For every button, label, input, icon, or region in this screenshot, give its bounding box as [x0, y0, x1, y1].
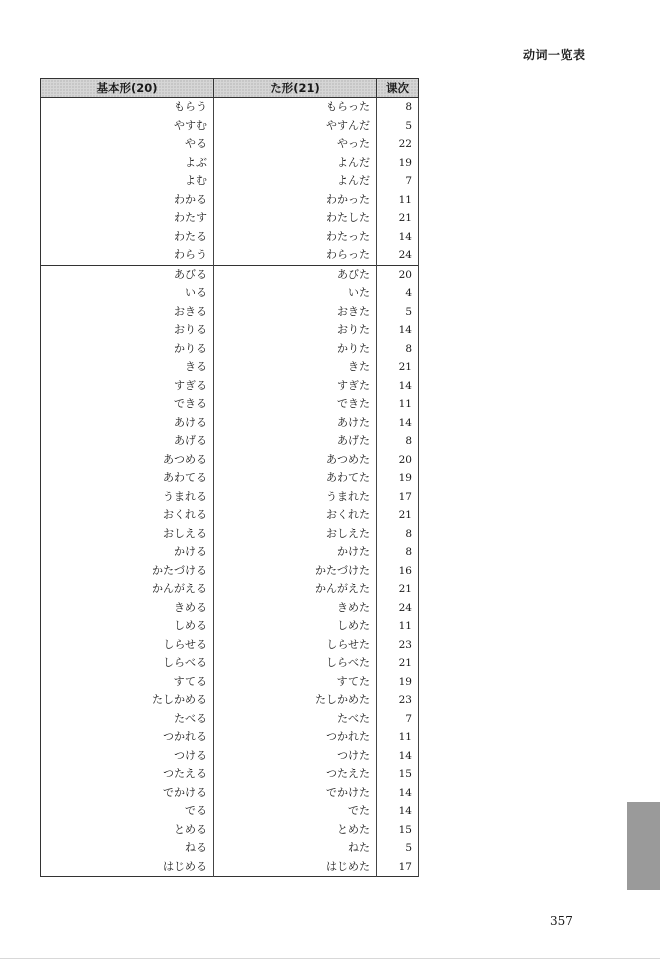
- table-row: [41, 673, 419, 692]
- table-header-row: [41, 79, 419, 98]
- lesson-cell: 11: [377, 728, 419, 747]
- verb-table: [40, 78, 419, 877]
- base-form-cell: しらべる: [41, 654, 214, 673]
- base-form-cell: わたる: [41, 228, 214, 247]
- ta-form-cell: かたづけた: [214, 562, 377, 581]
- lesson-cell: 19: [377, 673, 419, 692]
- base-form-cell: おりる: [41, 321, 214, 340]
- lesson-cell: 11: [377, 191, 419, 210]
- lesson-cell: 21: [377, 654, 419, 673]
- table-row: [41, 858, 419, 877]
- table-row: [41, 414, 419, 433]
- ta-form-cell: はじめた: [214, 858, 377, 877]
- lesson-cell: 16: [377, 562, 419, 581]
- ta-form-cell: かけた: [214, 543, 377, 562]
- ta-form-cell: できた: [214, 395, 377, 414]
- base-form-cell: おしえる: [41, 525, 214, 544]
- table-row: [41, 284, 419, 303]
- lesson-cell: 22: [377, 135, 419, 154]
- table-row: [41, 451, 419, 470]
- ta-form-cell: たべた: [214, 710, 377, 729]
- lesson-cell: 8: [377, 432, 419, 451]
- page-number: 357: [550, 914, 573, 928]
- base-form-cell: あける: [41, 414, 214, 433]
- lesson-cell: 19: [377, 469, 419, 488]
- table-row: [41, 784, 419, 803]
- ta-form-cell: よんだ: [214, 172, 377, 191]
- ta-form-cell: でかけた: [214, 784, 377, 803]
- lesson-cell: 17: [377, 858, 419, 877]
- ta-form-cell: わたった: [214, 228, 377, 247]
- table-row: [41, 98, 419, 117]
- base-form-cell: すてる: [41, 673, 214, 692]
- table-row: [41, 228, 419, 247]
- table-row: [41, 617, 419, 636]
- table-row: [41, 802, 419, 821]
- lesson-cell: 21: [377, 358, 419, 377]
- base-form-cell: うまれる: [41, 488, 214, 507]
- ta-form-cell: つけた: [214, 747, 377, 766]
- table-row: [41, 747, 419, 766]
- lesson-cell: 14: [377, 377, 419, 396]
- lesson-cell: 14: [377, 321, 419, 340]
- lesson-cell: 5: [377, 117, 419, 136]
- side-tab-marker: [627, 802, 660, 890]
- lesson-cell: 8: [377, 543, 419, 562]
- table-row: [41, 839, 419, 858]
- base-form-cell: しめる: [41, 617, 214, 636]
- ta-form-cell: わらった: [214, 246, 377, 265]
- lesson-cell: 7: [377, 710, 419, 729]
- table-row: [41, 525, 419, 544]
- table-row: [41, 654, 419, 673]
- lesson-cell: 14: [377, 802, 419, 821]
- lesson-cell: 21: [377, 580, 419, 599]
- table-row: [41, 543, 419, 562]
- ta-form-cell: しらべた: [214, 654, 377, 673]
- ta-form-cell: よんだ: [214, 154, 377, 173]
- ta-form-cell: かんがえた: [214, 580, 377, 599]
- ta-form-cell: おくれた: [214, 506, 377, 525]
- table-row: [41, 710, 419, 729]
- lesson-cell: 20: [377, 265, 419, 284]
- base-form-cell: わたす: [41, 209, 214, 228]
- table-row: [41, 340, 419, 359]
- table-row: [41, 358, 419, 377]
- ta-form-cell: やすんだ: [214, 117, 377, 136]
- ta-form-cell: やった: [214, 135, 377, 154]
- ta-form-cell: あつめた: [214, 451, 377, 470]
- ta-form-cell: でた: [214, 802, 377, 821]
- base-form-cell: あげる: [41, 432, 214, 451]
- table-row: [41, 172, 419, 191]
- lesson-cell: 11: [377, 395, 419, 414]
- lesson-cell: 8: [377, 525, 419, 544]
- table-row: [41, 636, 419, 655]
- base-form-cell: わかる: [41, 191, 214, 210]
- lesson-cell: 15: [377, 821, 419, 840]
- table-row: [41, 821, 419, 840]
- bottom-rule: [0, 958, 660, 959]
- verb-table-body: [41, 98, 419, 877]
- ta-form-cell: もらった: [214, 98, 377, 117]
- table-row: [41, 691, 419, 710]
- ta-form-cell: わかった: [214, 191, 377, 210]
- table-row: [41, 765, 419, 784]
- ta-form-cell: すぎた: [214, 377, 377, 396]
- lesson-cell: 23: [377, 636, 419, 655]
- table-row: [41, 488, 419, 507]
- ta-form-cell: おしえた: [214, 525, 377, 544]
- table-row: [41, 265, 419, 284]
- base-form-cell: おきる: [41, 303, 214, 322]
- base-form-cell: かんがえる: [41, 580, 214, 599]
- table-row: [41, 506, 419, 525]
- column-header-base-form: 基本形(20): [41, 79, 214, 98]
- base-form-cell: やる: [41, 135, 214, 154]
- lesson-cell: 4: [377, 284, 419, 303]
- ta-form-cell: たしかめた: [214, 691, 377, 710]
- table-row: [41, 377, 419, 396]
- base-form-cell: でかける: [41, 784, 214, 803]
- ta-form-cell: あびた: [214, 265, 377, 284]
- table-row: [41, 728, 419, 747]
- base-form-cell: わらう: [41, 246, 214, 265]
- lesson-cell: 14: [377, 228, 419, 247]
- ta-form-cell: おりた: [214, 321, 377, 340]
- ta-form-cell: うまれた: [214, 488, 377, 507]
- lesson-cell: 8: [377, 340, 419, 359]
- table-row: [41, 580, 419, 599]
- base-form-cell: よぶ: [41, 154, 214, 173]
- lesson-cell: 8: [377, 98, 419, 117]
- base-form-cell: きめる: [41, 599, 214, 618]
- ta-form-cell: しらせた: [214, 636, 377, 655]
- table-row: [41, 191, 419, 210]
- table-row: [41, 246, 419, 265]
- table-row: [41, 395, 419, 414]
- lesson-cell: 23: [377, 691, 419, 710]
- ta-form-cell: つたえた: [214, 765, 377, 784]
- ta-form-cell: つかれた: [214, 728, 377, 747]
- table-row: [41, 321, 419, 340]
- lesson-cell: 24: [377, 246, 419, 265]
- lesson-cell: 11: [377, 617, 419, 636]
- lesson-cell: 14: [377, 784, 419, 803]
- ta-form-cell: きめた: [214, 599, 377, 618]
- base-form-cell: よむ: [41, 172, 214, 191]
- table-row: [41, 432, 419, 451]
- base-form-cell: あわてる: [41, 469, 214, 488]
- lesson-cell: 7: [377, 172, 419, 191]
- ta-form-cell: しめた: [214, 617, 377, 636]
- base-form-cell: かたづける: [41, 562, 214, 581]
- base-form-cell: つかれる: [41, 728, 214, 747]
- lesson-cell: 5: [377, 839, 419, 858]
- base-form-cell: はじめる: [41, 858, 214, 877]
- ta-form-cell: きた: [214, 358, 377, 377]
- ta-form-cell: おきた: [214, 303, 377, 322]
- base-form-cell: かける: [41, 543, 214, 562]
- column-header-lesson: 课次: [377, 79, 419, 98]
- lesson-cell: 21: [377, 209, 419, 228]
- table-row: [41, 117, 419, 136]
- lesson-cell: 14: [377, 414, 419, 433]
- ta-form-cell: かりた: [214, 340, 377, 359]
- base-form-cell: すぎる: [41, 377, 214, 396]
- base-form-cell: とめる: [41, 821, 214, 840]
- base-form-cell: おくれる: [41, 506, 214, 525]
- ta-form-cell: あわてた: [214, 469, 377, 488]
- table-row: [41, 154, 419, 173]
- table-row: [41, 135, 419, 154]
- base-form-cell: ねる: [41, 839, 214, 858]
- table-row: [41, 209, 419, 228]
- base-form-cell: きる: [41, 358, 214, 377]
- ta-form-cell: いた: [214, 284, 377, 303]
- base-form-cell: いる: [41, 284, 214, 303]
- lesson-cell: 21: [377, 506, 419, 525]
- ta-form-cell: あけた: [214, 414, 377, 433]
- ta-form-cell: ねた: [214, 839, 377, 858]
- base-form-cell: やすむ: [41, 117, 214, 136]
- lesson-cell: 19: [377, 154, 419, 173]
- ta-form-cell: わたした: [214, 209, 377, 228]
- lesson-cell: 5: [377, 303, 419, 322]
- table-row: [41, 562, 419, 581]
- base-form-cell: でる: [41, 802, 214, 821]
- lesson-cell: 24: [377, 599, 419, 618]
- lesson-cell: 17: [377, 488, 419, 507]
- base-form-cell: たしかめる: [41, 691, 214, 710]
- base-form-cell: つたえる: [41, 765, 214, 784]
- base-form-cell: できる: [41, 395, 214, 414]
- column-header-ta-form: た形(21): [214, 79, 377, 98]
- lesson-cell: 14: [377, 747, 419, 766]
- base-form-cell: あつめる: [41, 451, 214, 470]
- ta-form-cell: とめた: [214, 821, 377, 840]
- ta-form-cell: あげた: [214, 432, 377, 451]
- base-form-cell: たべる: [41, 710, 214, 729]
- base-form-cell: あびる: [41, 265, 214, 284]
- table-row: [41, 599, 419, 618]
- base-form-cell: しらせる: [41, 636, 214, 655]
- table-row: [41, 469, 419, 488]
- base-form-cell: もらう: [41, 98, 214, 117]
- lesson-cell: 20: [377, 451, 419, 470]
- ta-form-cell: すてた: [214, 673, 377, 692]
- section-title: 动词一览表: [523, 48, 586, 62]
- base-form-cell: かりる: [41, 340, 214, 359]
- base-form-cell: つける: [41, 747, 214, 766]
- lesson-cell: 15: [377, 765, 419, 784]
- table-row: [41, 303, 419, 322]
